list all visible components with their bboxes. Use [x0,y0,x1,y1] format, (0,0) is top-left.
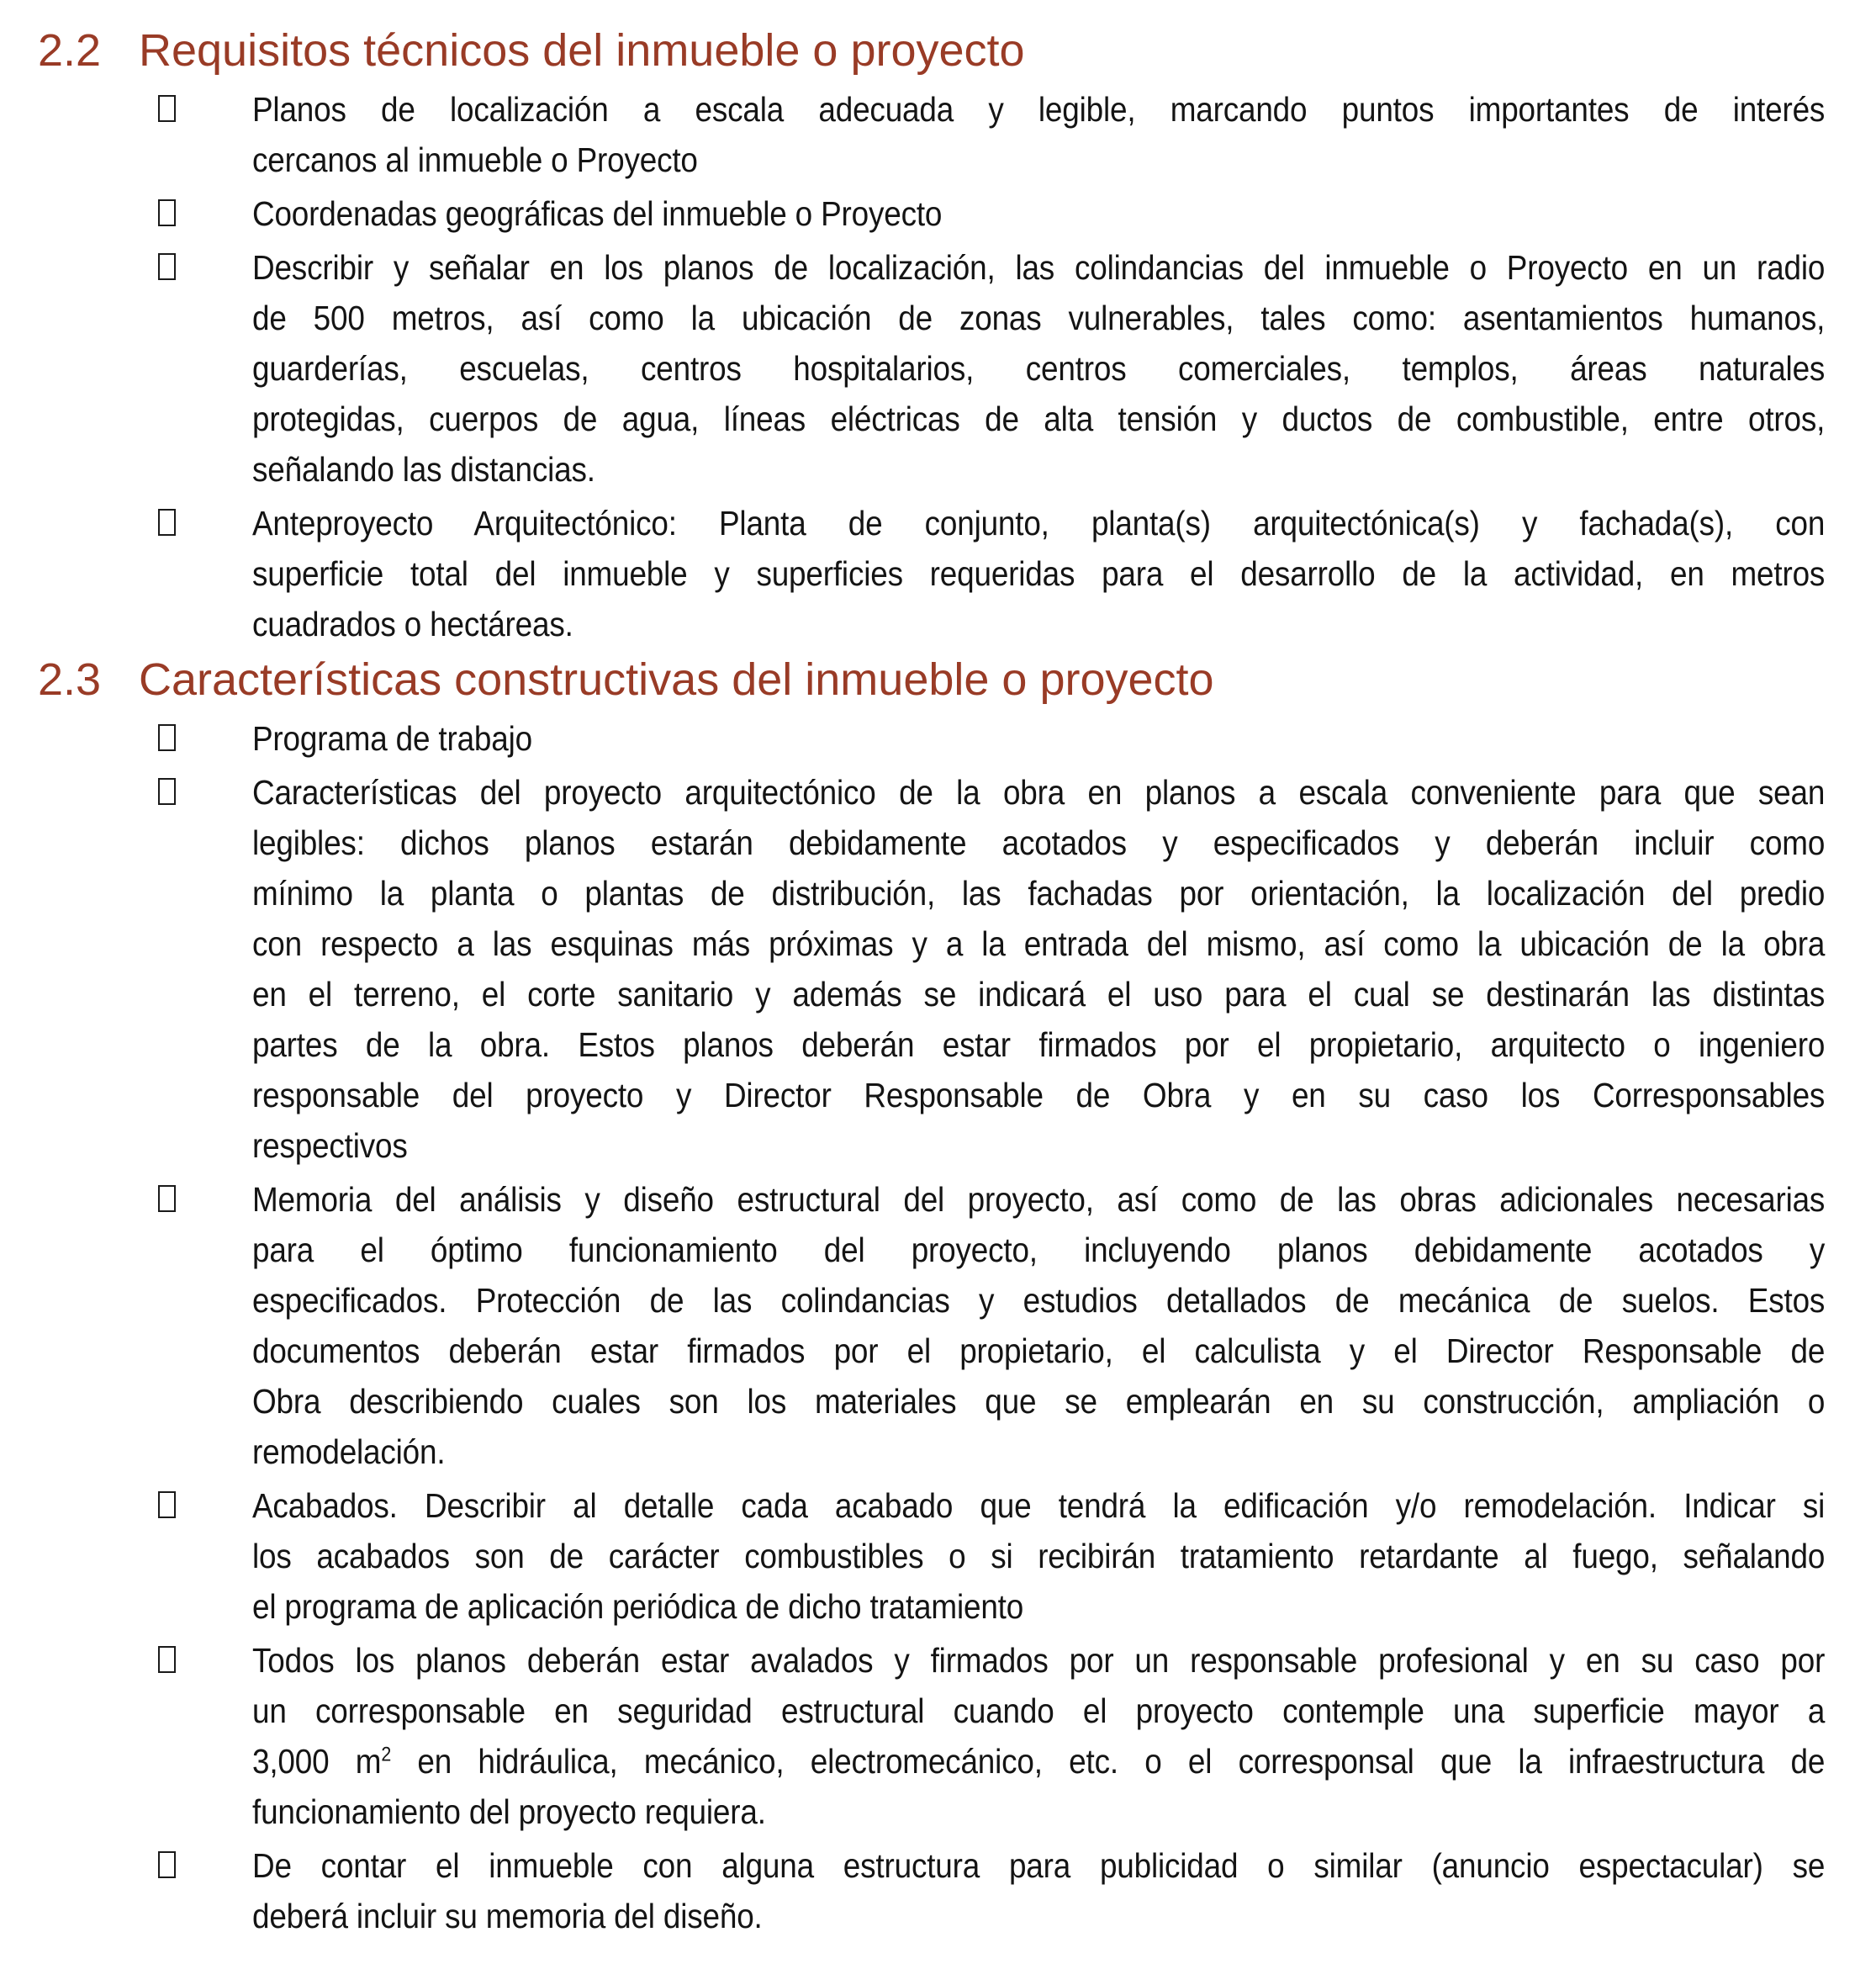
text-line: guarderías, escuelas, centros hospitalarios, centros comerciales, templos, áreas naturales [252,349,1826,388]
empty-checkbox-icon [158,724,176,751]
checklist-item [0,713,1876,764]
checklist-item [0,188,1876,239]
checklist-item [0,498,1876,649]
text-line: Coordenadas geográficas del inmueble o Proyecto [252,194,943,233]
section-2.2 [0,25,1876,649]
text-line: Anteproyecto Arquitectónico: Planta de conjunto, planta(s) arquitectónica(s) y fachada(s), con [252,504,1826,543]
text-line: Planos de localización a escala adecuada y legible, marcando puntos importantes de interés [252,90,1826,129]
text-line: legibles: dichos planos estarán debidamente acotados y especificados y deberán incluir como [252,823,1826,862]
empty-checkbox-icon [158,199,176,226]
section-title: Características constructivas del inmueble o proyecto [139,654,1214,705]
text-line: cercanos al inmueble o Proyecto [252,140,698,179]
empty-checkbox-icon [158,509,176,536]
section-number: 2.2 [38,25,102,76]
checklist-item [0,1840,1876,1941]
item-text [252,1480,1825,1632]
checklist-item [0,767,1876,1171]
section-title: Requisitos técnicos del inmueble o proyecto [139,25,1025,76]
empty-checkbox-icon [158,1491,176,1518]
text-line: Todos los planos deberán estar avalados y firmados por un responsable profesional y en su caso por [252,1641,1826,1680]
text-line: Acabados. Describir al detalle cada acabado que tendrá la edificación y/o remodelación. Indicar si [252,1486,1826,1525]
text-line: mínimo la planta o plantas de distribución, las fachadas por orientación, la localización del predio [252,874,1826,913]
checklist-item [0,1480,1876,1632]
text-line: protegidas, cuerpos de agua, líneas eléctricas de alta tensión y ductos de combustible, entre otros, [252,400,1826,438]
item-text [252,1635,1825,1837]
text-line: especificados. Protección de las colindancias y estudios detallados de mecánica de suelos. Estos [252,1281,1826,1320]
empty-checkbox-icon [158,253,176,280]
empty-checkbox-icon [158,1185,176,1212]
item-text [252,713,1825,764]
item-text [252,498,1825,649]
empty-checkbox-icon [158,1851,176,1878]
checklist-item [0,84,1876,185]
checklist-item [0,1174,1876,1477]
empty-checkbox-icon [158,778,176,805]
text-line: el programa de aplicación periódica de dicho tratamiento [252,1587,1024,1626]
item-text [252,767,1825,1171]
text-line: documentos deberán estar firmados por el propietario, el calculista y el Director Responsable de [252,1331,1826,1370]
text-line: Describir y señalar en los planos de localización, las colindancias del inmueble o Proyecto en un radio [252,248,1826,287]
section-heading [0,25,1876,76]
text-line: los acabados son de carácter combustibles o si recibirán tratamiento retardante al fuego, señalando [252,1537,1826,1575]
text-line: Programa de trabajo [252,719,532,758]
superscript: 2 [381,1743,392,1766]
text-line: señalando las distancias. [252,450,595,489]
text-line: Características del proyecto arquitectónico de la obra en planos a escala conveniente para que sean [252,773,1826,812]
checklist-item [0,242,1876,495]
text-line: cuadrados o hectáreas. [252,605,573,643]
text-line: partes de la obra. Estos planos deberán estar firmados por el propietario, arquitecto o ingeniero [252,1025,1826,1064]
empty-checkbox-icon [158,1646,176,1673]
text-line: De contar el inmueble con alguna estructura para publicidad o similar (anuncio espectacular) se [252,1846,1826,1885]
item-text [252,242,1825,495]
text-line: funcionamiento del proyecto requiera. [252,1792,766,1831]
empty-checkbox-icon [158,95,176,122]
text-line: de 500 metros, así como la ubicación de zonas vulnerables, tales como: asentamientos humanos, [252,299,1826,337]
item-text [252,84,1825,185]
section-2.3 [0,654,1876,1941]
item-text [252,1174,1825,1477]
item-text [252,188,1825,239]
text-line: superficie total del inmueble y superficies requeridas para el desarrollo de la actividad, en metros [252,554,1826,593]
section-heading [0,654,1876,705]
text-line: 3,000 $m^2$ en hidráulica, mecánico, electromecánico, etc. o el corresponsal que la infraestructura de [252,1742,1826,1781]
text-line: Obra describiendo cuales son los materiales que se emplearán en su construcción, ampliación o [252,1382,1826,1421]
text-line: Memoria del análisis y diseño estructural del proyecto, así como de las obras adicionales necesarias [252,1180,1826,1219]
text-line: deberá incluir su memoria del diseño. [252,1897,763,1935]
checklist-item [0,1635,1876,1837]
section-number: 2.3 [38,654,102,705]
item-text [252,1840,1825,1941]
text-line: en el terreno, el corte sanitario y además se indicará el uso para el cual se destinarán las distintas [252,975,1826,1014]
text-line: remodelación. [252,1432,446,1471]
text-line: con respecto a las esquinas más próximas y a la entrada del mismo, así como la ubicación de la obra [252,924,1826,963]
text-line: para el óptimo funcionamiento del proyecto, incluyendo planos debidamente acotados y [252,1231,1826,1269]
text-line: respectivos [252,1126,408,1165]
text-line: un corresponsable en seguridad estructural cuando el proyecto contemple una superficie mayor a [252,1691,1826,1730]
text-line: responsable del proyecto y Director Responsable de Obra y en su caso los Corresponsables [252,1076,1826,1114]
